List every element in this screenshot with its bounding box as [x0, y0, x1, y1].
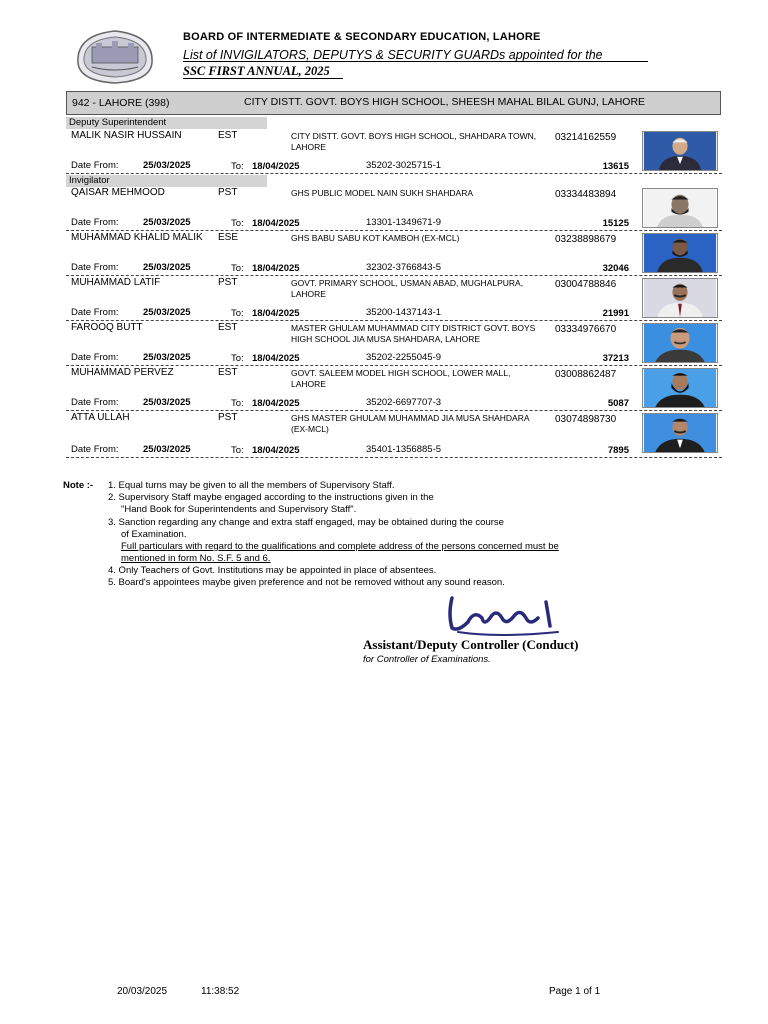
staff-phone: 03334976670 [555, 324, 617, 335]
signatory-title: Assistant/Deputy Controller (Conduct) [363, 637, 579, 652]
signatory-subtitle: for Controller of Examinations. [363, 654, 491, 665]
staff-institution: GOVT. PRIMARY SCHOOL, USMAN ABAD, MUGHALPURA, LAHORE [291, 278, 524, 299]
staff-code: 32046 [602, 263, 629, 274]
staff-name: ATTA ULLAH [71, 412, 130, 423]
date-from-label: Date From: [71, 352, 119, 363]
staff-row [66, 412, 722, 458]
staff-name: FAROOQ BUTT [71, 322, 143, 333]
note-line: 2. Supervisory Staff maybe engaged according to the instructions given in the [108, 492, 434, 503]
staff-institution: GHS PUBLIC MODEL NAIN SUKH SHAHDARA [291, 188, 473, 198]
staff-institution: MASTER GHULAM MUHAMMAD CITY DISTRICT GOVT. BOYS HIGH SCHOOL JIA MUSA SHAHDARA, LAHORE [291, 323, 536, 344]
staff-cnic: 32302-3766843-5 [366, 262, 442, 273]
date-to-label: To: [231, 353, 244, 364]
date-from-label: Date From: [71, 397, 119, 408]
staff-cnic: 35200-1437143-1 [366, 307, 442, 318]
staff-phone: 03008862487 [555, 369, 617, 380]
footer-page-number: Page 1 of 1 [549, 986, 601, 997]
staff-row [66, 232, 722, 276]
note-line: 3. Sanction regarding any change and extra staff engaged, may be obtained during the course [108, 517, 504, 528]
staff-designation: PST [218, 187, 238, 198]
note-line: 5. Board's appointees maybe given preference and not be removed without any sound reason. [108, 577, 505, 588]
date-from-value: 25/03/2025 [143, 217, 191, 228]
note-line: 4. Only Teachers of Govt. Institutions may be appointed in place of absentees. [108, 565, 437, 576]
staff-code: 21991 [602, 308, 629, 319]
date-from-label: Date From: [71, 217, 119, 228]
date-from-value: 25/03/2025 [143, 397, 191, 408]
staff-phone: 03074898730 [555, 414, 617, 425]
date-from-value: 25/03/2025 [143, 160, 191, 171]
handwritten-signature [428, 592, 568, 640]
staff-photo [642, 323, 718, 363]
exam-title-underline [183, 78, 343, 79]
staff-name: QAISAR MEHMOOD [71, 187, 165, 198]
staff-name: MALIK NASIR HUSSAIN [71, 130, 182, 141]
date-to-value: 18/04/2025 [252, 353, 300, 364]
date-from-value: 25/03/2025 [143, 352, 191, 363]
staff-row [66, 322, 722, 366]
staff-cnic: 35202-2255045-9 [366, 352, 442, 363]
date-from-value: 25/03/2025 [143, 307, 191, 318]
date-to-label: To: [231, 445, 244, 456]
note-line: of Examination. [121, 529, 187, 540]
date-from-value: 25/03/2025 [143, 444, 191, 455]
exam-title: SSC FIRST ANNUAL, 2025 [183, 64, 330, 78]
date-from-label: Date From: [71, 160, 119, 171]
center-header [66, 91, 721, 115]
staff-code: 7895 [607, 445, 629, 456]
center-code: 942 - LAHORE (398) [72, 97, 170, 109]
staff-designation: EST [218, 322, 238, 333]
staff-row [66, 187, 722, 231]
date-to-value: 18/04/2025 [252, 263, 300, 274]
staff-photo [642, 233, 718, 273]
staff-cnic: 35202-6697707-3 [366, 397, 442, 408]
staff-photo [642, 278, 718, 318]
staff-cnic: 35401-1356885-5 [366, 444, 442, 455]
staff-code: 15125 [602, 218, 629, 229]
date-to-value: 18/04/2025 [252, 398, 300, 409]
staff-phone: 03214162559 [555, 132, 617, 143]
staff-photo [642, 131, 718, 171]
date-to-label: To: [231, 218, 244, 229]
staff-name: MUHAMMAD PERVEZ [71, 367, 174, 378]
date-from-label: Date From: [71, 262, 119, 273]
note-line: Full particulars with regard to the qualifications and complete address of the persons concerned must be [121, 541, 559, 552]
staff-designation: EST [218, 130, 238, 141]
staff-institution: GHS MASTER GHULAM MUHAMMAD JIA MUSA SHAHDARA (EX-MCL) [291, 413, 530, 434]
staff-designation: PST [218, 412, 238, 423]
date-to-value: 18/04/2025 [252, 308, 300, 319]
staff-name: MUHAMMAD LATIF [71, 277, 161, 288]
staff-code: 37213 [602, 353, 629, 364]
staff-name: MUHAMMAD KHALID MALIK [71, 232, 203, 243]
staff-phone: 03004788846 [555, 279, 617, 290]
board-logo [70, 25, 160, 87]
staff-cnic: 35202-3025715-1 [366, 160, 442, 171]
date-to-value: 18/04/2025 [252, 161, 300, 172]
date-to-label: To: [231, 161, 244, 172]
note-line: mentioned in form No. S.F. 5 and 6. [121, 553, 271, 564]
staff-row [66, 367, 722, 411]
date-from-label: Date From: [71, 307, 119, 318]
staff-cnic: 13301-1349671-9 [366, 217, 442, 228]
staff-row [66, 130, 722, 174]
staff-designation: EST [218, 367, 238, 378]
date-to-label: To: [231, 308, 244, 319]
staff-designation: PST [218, 277, 238, 288]
list-title-underline [183, 61, 648, 62]
staff-designation: ESE [218, 232, 239, 243]
staff-institution: CITY DISTT. GOVT. BOYS HIGH SCHOOL, SHAHDARA TOWN, LAHORE [291, 131, 537, 152]
note-line: 1. Equal turns may be given to all the members of Supervisory Staff. [108, 480, 395, 491]
staff-phone: 03238898679 [555, 234, 617, 245]
footer-date: 20/03/2025 [117, 986, 168, 997]
date-to-value: 18/04/2025 [252, 445, 300, 456]
category-invigilator: Invigilator [66, 175, 267, 187]
staff-photo [642, 368, 718, 408]
list-title: List of INVIGILATORS, DEPUTYS & SECURITY GUARDs appointed for the [183, 48, 603, 62]
date-to-value: 18/04/2025 [252, 218, 300, 229]
staff-code: 5087 [607, 398, 629, 409]
center-name: CITY DISTT. GOVT. BOYS HIGH SCHOOL, SHEESH MAHAL BILAL GUNJ, LAHORE [244, 96, 646, 108]
staff-code: 13615 [602, 161, 629, 172]
note-line: "Hand Book for Superintendents and Supervisory Staff". [121, 504, 357, 515]
date-from-value: 25/03/2025 [143, 262, 191, 273]
footer-time: 11:38:52 [201, 986, 240, 997]
board-title: BOARD OF INTERMEDIATE & SECONDARY EDUCATION, LAHORE [183, 31, 541, 43]
staff-row [66, 277, 722, 321]
staff-phone: 03334483894 [555, 189, 617, 200]
category-deputy-superintendent: Deputy Superintendent [66, 117, 267, 129]
staff-institution: GOVT. SALEEM MODEL HIGH SCHOOL, LOWER MALL, LAHORE [291, 368, 511, 389]
date-to-label: To: [231, 263, 244, 274]
staff-photo [642, 188, 718, 228]
staff-institution: GHS BABU SABU KOT KAMBOH (EX-MCL) [291, 233, 460, 243]
date-from-label: Date From: [71, 444, 119, 455]
notes-label: Note :- [63, 480, 94, 491]
staff-photo [642, 413, 718, 453]
date-to-label: To: [231, 398, 244, 409]
